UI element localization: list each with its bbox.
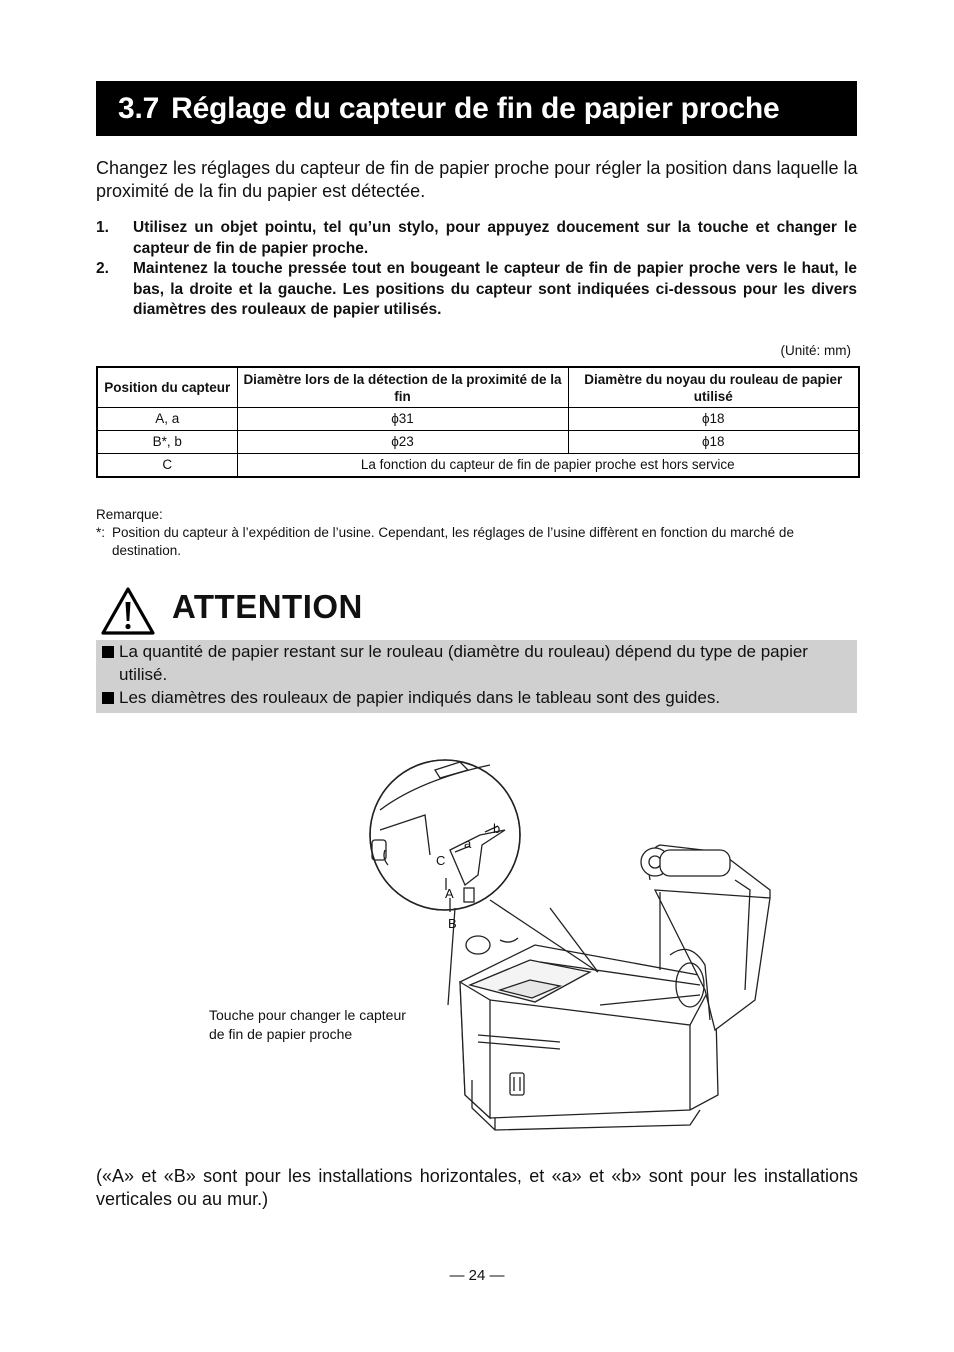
page-number: — 24 —: [449, 1267, 505, 1284]
remark: [96, 506, 858, 560]
attention-item-text: La quantité de papier restant sur le rouleau (diamètre du rouleau) dépend du type de papier utilisé.: [119, 642, 808, 684]
remark-note: [96, 524, 858, 560]
mark-b-big: B: [448, 916, 457, 931]
step-item: [96, 259, 857, 321]
attention-item: [101, 686, 851, 709]
header-position: Position du capteur: [97, 367, 237, 408]
step-text: Maintenez la touche pressée tout en bougeant le capteur de fin de papier proche vers le haut, le bas, la droite et la gauche. Les positions du capteur sont indiquées ci-dessous pour les divers diamètres des rouleaux de papier utilisés.: [133, 260, 857, 318]
cell-detection: ϕ23: [237, 431, 568, 454]
cell-core: ϕ18: [568, 408, 859, 431]
table-row: [97, 408, 859, 431]
attention-box: [96, 640, 857, 713]
cell-position: B*, b: [97, 431, 237, 454]
steps-list: [96, 218, 857, 321]
attention-item: [101, 640, 851, 686]
cell-core: ϕ18: [568, 431, 859, 454]
table-row: [97, 431, 859, 454]
cell-position: C: [97, 454, 237, 478]
sensor-table: [96, 366, 860, 478]
bullet-square-icon: [102, 692, 114, 704]
table-unit: (Unité: mm): [780, 343, 851, 358]
cell-disabled-note: La fonction du capteur de fin de papier proche est hors service: [237, 454, 859, 478]
table-header-row: [97, 367, 859, 408]
header-core-diameter: Diamètre du noyau du rouleau de papier utilisé: [568, 367, 859, 408]
bullet-square-icon: [102, 646, 114, 658]
table-row: [97, 454, 859, 478]
attention-heading: [100, 584, 500, 636]
installation-note: («A» et «B» sont pour les installations horizontales, et «a» et «b» sont pour les installations verticales ou au mur.): [96, 1166, 858, 1209]
figure-label-line: Touche pour changer le capteur: [209, 1007, 406, 1023]
figure-label: [209, 1006, 406, 1044]
figure-label-line: de fin de papier proche: [209, 1026, 353, 1042]
attention-item-text: Les diamètres des rouleaux de papier indiqués dans le tableau sont des guides.: [119, 688, 721, 707]
printer-illustration: [360, 740, 780, 1160]
step-item: [96, 218, 857, 259]
remark-text: Position du capteur à l’expédition de l’usine. Cependant, les réglages de l’usine diffèrent en fonction du marché de destination.: [112, 525, 794, 558]
cell-position: A, a: [97, 408, 237, 431]
step-text: Utilisez un objet pointu, tel qu’un stylo, pour appuyez doucement sur la touche et changer le capteur de fin de papier proche.: [133, 219, 857, 257]
cell-detection: ϕ31: [237, 408, 568, 431]
remark-star: *:: [96, 525, 106, 540]
header-detection-diameter: Diamètre lors de la détection de la proximité de la fin: [237, 367, 568, 408]
intro-paragraph: Changez les réglages du capteur de fin de papier proche pour régler la position dans laquelle la proximité de la fin du papier est détectée.: [96, 158, 858, 201]
remark-label: Remarque:: [96, 507, 163, 522]
mark-a-small: a: [464, 836, 472, 851]
section-number: 3.7: [118, 92, 160, 125]
mark-b-small: b: [493, 821, 501, 836]
warning-icon: [100, 586, 156, 636]
step-number: 2.: [96, 260, 109, 277]
mark-c: C: [436, 853, 446, 868]
attention-title: ATTENTION: [172, 588, 363, 625]
step-number: 1.: [96, 219, 109, 236]
section-heading: Réglage du capteur de fin de papier proche: [171, 92, 780, 125]
section-title: [96, 81, 857, 136]
mark-a-big: A: [445, 886, 454, 901]
